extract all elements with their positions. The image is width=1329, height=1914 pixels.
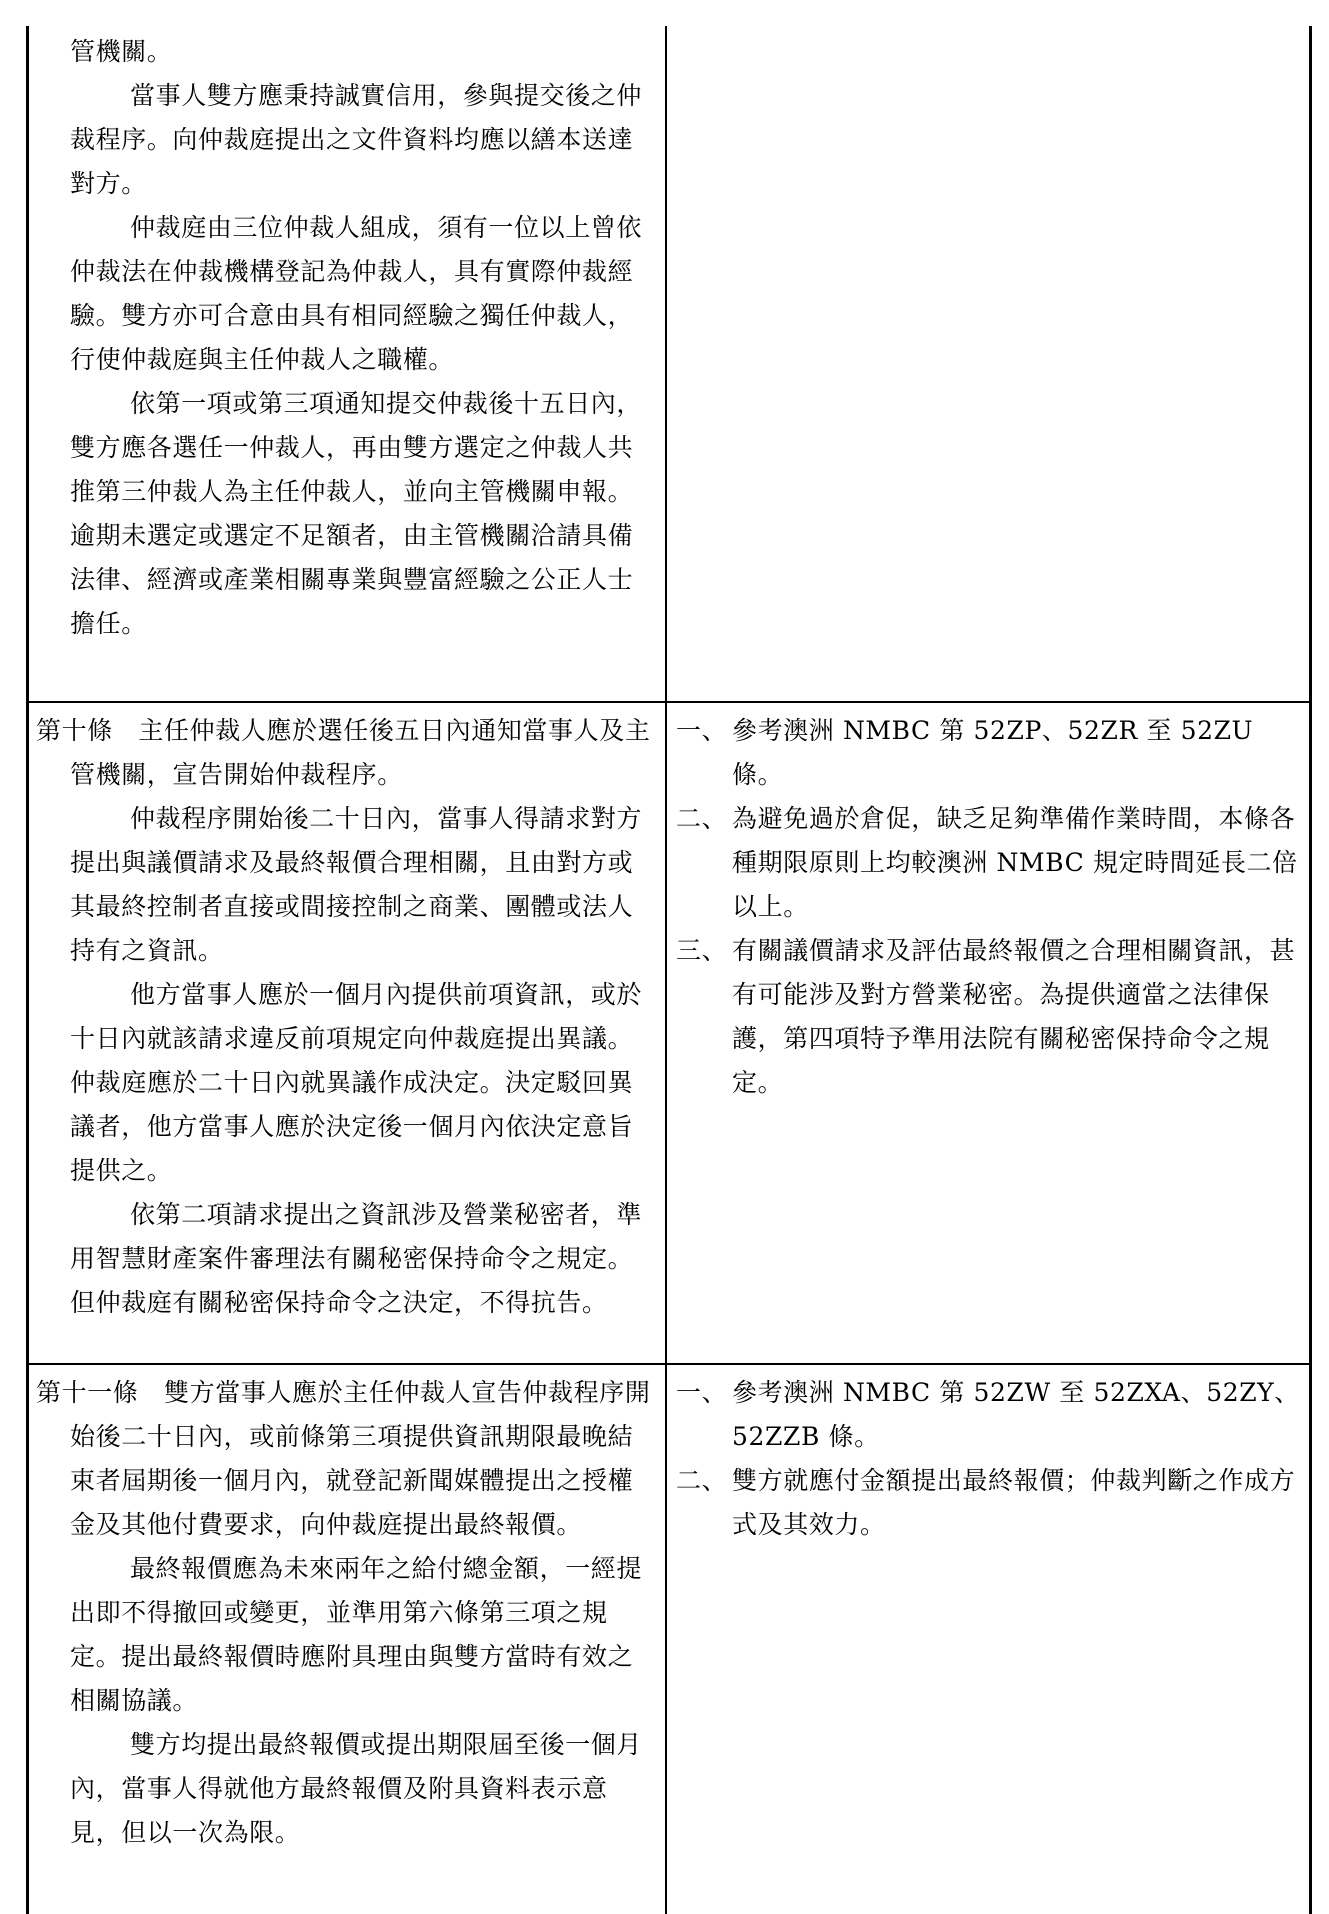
- article-lead-text: 主任仲裁人應於選任後五日內通知當事人及主管機關，宣告開始仲裁程序。: [70, 716, 651, 789]
- article-lead-text: 雙方當事人應於主任仲裁人宣告仲裁程序開始後二十日內，或前條第三項提供資訊期限最晚結束者屆期後一個月內，就登記新聞媒體提出之授權金及其他付費要求，向仲裁庭提出最終報價。: [70, 1378, 651, 1539]
- table-row: [26, 1365, 1311, 1914]
- item-marker: 二、: [676, 804, 728, 833]
- item-marker: 二、: [676, 1466, 728, 1495]
- item-text: 參考澳洲 NMBC 第 52ZP、52ZR 至 52ZU 條。: [732, 716, 1254, 789]
- paragraph: 他方當事人應於一個月內提供前項資訊，或於十日內就該請求違反前項規定向仲裁庭提出異議。仲裁庭應於二十日內就異議作成決定。決定駁回異議者，他方當事人應於決定後一個月內依決定意旨提供之。: [70, 980, 643, 1185]
- provision-cell: [26, 1365, 666, 1855]
- item-marker: 一、: [676, 716, 728, 745]
- provision-cell: [26, 703, 666, 1325]
- comparison-table: [26, 26, 1311, 1914]
- item-text: 參考澳洲 NMBC 第 52ZW 至 52ZXA、52ZY、52ZZB 條。: [732, 1378, 1300, 1451]
- paragraph: 依第二項請求提出之資訊涉及營業秘密者，準用智慧財產案件審理法有關秘密保持命令之規定。但仲裁庭有關秘密保持命令之決定，不得抗告。: [70, 1200, 643, 1317]
- paragraph: 管機關。: [70, 37, 173, 66]
- article-heading-paragraph: [36, 1371, 658, 1547]
- article-heading-paragraph: [36, 709, 658, 797]
- table-row: [26, 703, 1311, 1363]
- explanation-item: [676, 709, 1303, 797]
- explanation-item: [676, 797, 1303, 929]
- article-number: 第十條: [36, 716, 113, 745]
- table-row: [26, 26, 1311, 701]
- explanation-item: [676, 929, 1303, 1105]
- explanation-cell: [666, 703, 1311, 1105]
- paragraph: 當事人雙方應秉持誠實信用，參與提交後之仲裁程序。向仲裁庭提出之文件資料均應以繕本送達對方。: [70, 81, 643, 198]
- paragraph: 仲裁庭由三位仲裁人組成，須有一位以上曾依仲裁法在仲裁機構登記為仲裁人，具有實際仲裁經驗。雙方亦可合意由具有相同經驗之獨任仲裁人，行使仲裁庭與主任仲裁人之職權。: [70, 213, 643, 374]
- item-marker: 三、: [676, 936, 728, 965]
- explanation-item: [676, 1459, 1303, 1547]
- item-text: 有關議價請求及評估最終報價之合理相關資訊，甚有可能涉及對方營業秘密。為提供適當之法律保護，第四項特予準用法院有關秘密保持命令之規定。: [732, 936, 1296, 1097]
- article-number: 第十一條: [36, 1378, 139, 1407]
- item-marker: 一、: [676, 1378, 728, 1407]
- explanation-cell: [666, 1365, 1311, 1547]
- explanation-item: [676, 1371, 1303, 1459]
- explanation-cell: [666, 26, 1311, 32]
- paragraph: 雙方均提出最終報價或提出期限屆至後一個月內，當事人得就他方最終報價及附具資料表示意見，但以一次為限。: [70, 1730, 643, 1847]
- item-text: 雙方就應付金額提出最終報價；仲裁判斷之作成方式及其效力。: [732, 1466, 1296, 1539]
- paragraph: 依第一項或第三項通知提交仲裁後十五日內，雙方應各選任一仲裁人，再由雙方選定之仲裁人共推第三仲裁人為主任仲裁人，並向主管機關申報。逾期未選定或選定不足額者，由主管機關洽請具備法律、經濟或產業相關專業與豐富經驗之公正人士擔任。: [70, 389, 643, 638]
- paragraph: 最終報價應為未來兩年之給付總金額，一經提出即不得撤回或變更，並準用第六條第三項之規定。提出最終報價時應附具理由與雙方當時有效之相關協議。: [70, 1554, 643, 1715]
- item-text: 為避免過於倉促，缺乏足夠準備作業時間，本條各種期限原則上均較澳洲 NMBC 規定時間延長二倍以上。: [732, 804, 1298, 921]
- provision-cell: [26, 26, 666, 646]
- paragraph: 仲裁程序開始後二十日內，當事人得請求對方提出與議價請求及最終報價合理相關，且由對方或其最終控制者直接或間接控制之商業、團體或法人持有之資訊。: [70, 804, 643, 965]
